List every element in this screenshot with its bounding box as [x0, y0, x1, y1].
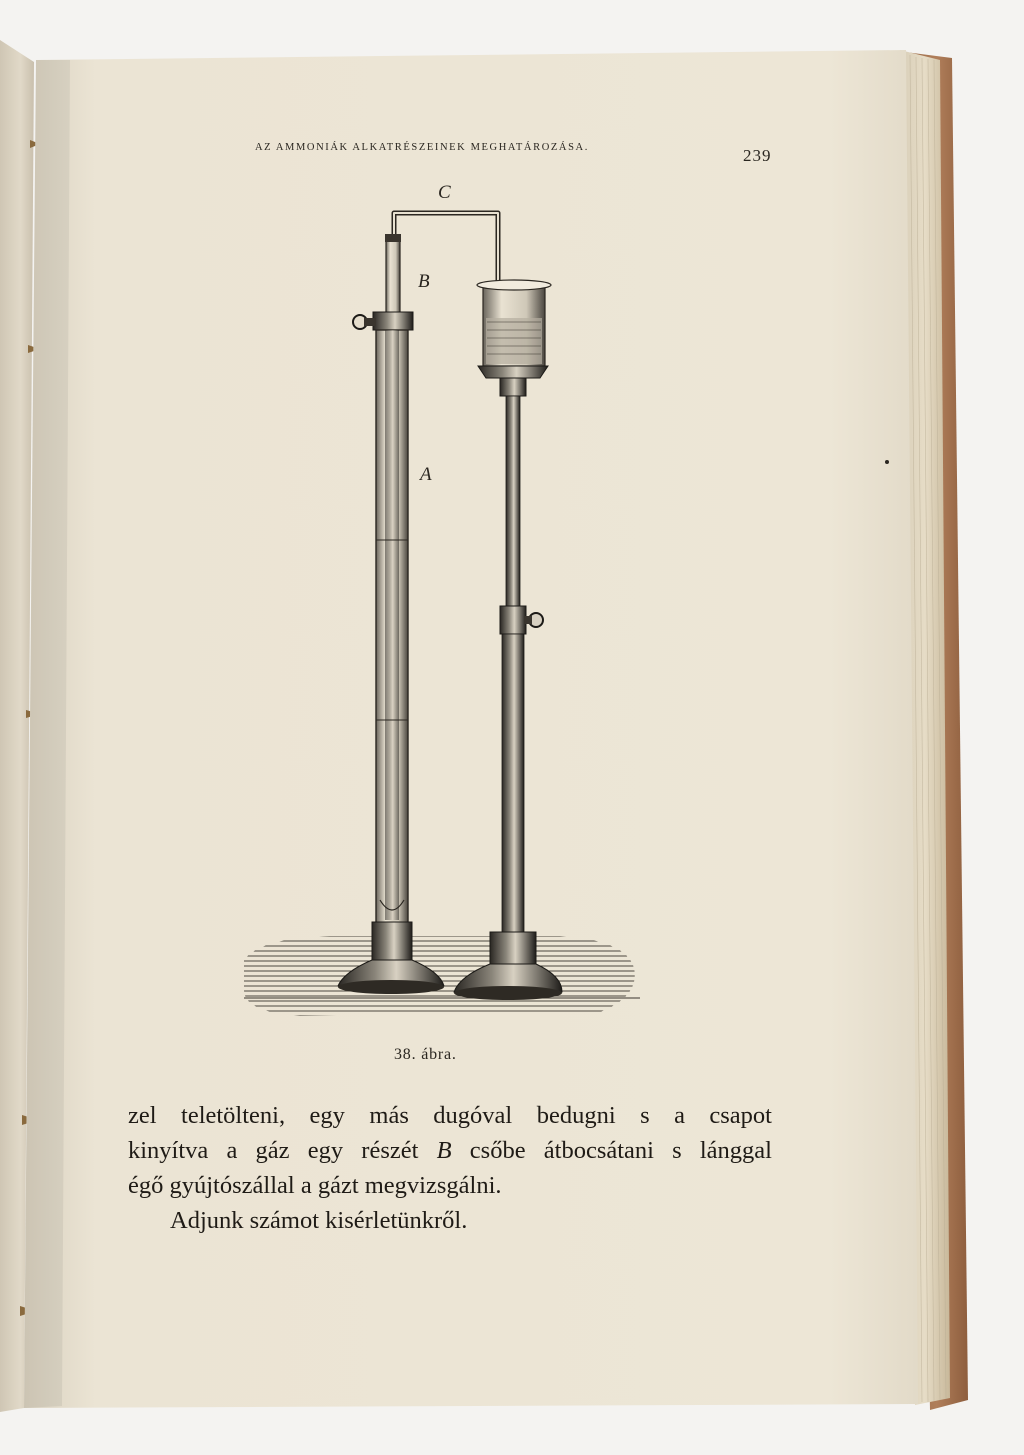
running-head: AZ AMMONIÁK ALKATRÉSZEINEK MEGHATÁROZÁSA. — [255, 142, 589, 153]
text-span: kinyítva a gáz egy részét — [128, 1137, 437, 1164]
page-number: 239 — [743, 146, 772, 165]
figure-caption: 38. ábra. — [394, 1046, 457, 1063]
figure-label-c: C — [438, 182, 451, 203]
text-line: égő gyújtószállal a gázt megvizsgálni. — [128, 1172, 502, 1199]
text-italic-b: B — [436, 1137, 452, 1164]
text-span: csőbe átbocsátani s lánggal — [451, 1137, 772, 1164]
text-line — [128, 1133, 772, 1168]
figure-label-a: A — [420, 464, 432, 485]
body-text — [128, 1098, 772, 1238]
text-line: zel teletölteni, egy más dugóval bedugni s a csapot — [128, 1102, 772, 1129]
text-line: Adjunk számot kisérletünkről. — [170, 1207, 468, 1234]
figure-label-b: B — [418, 271, 430, 292]
